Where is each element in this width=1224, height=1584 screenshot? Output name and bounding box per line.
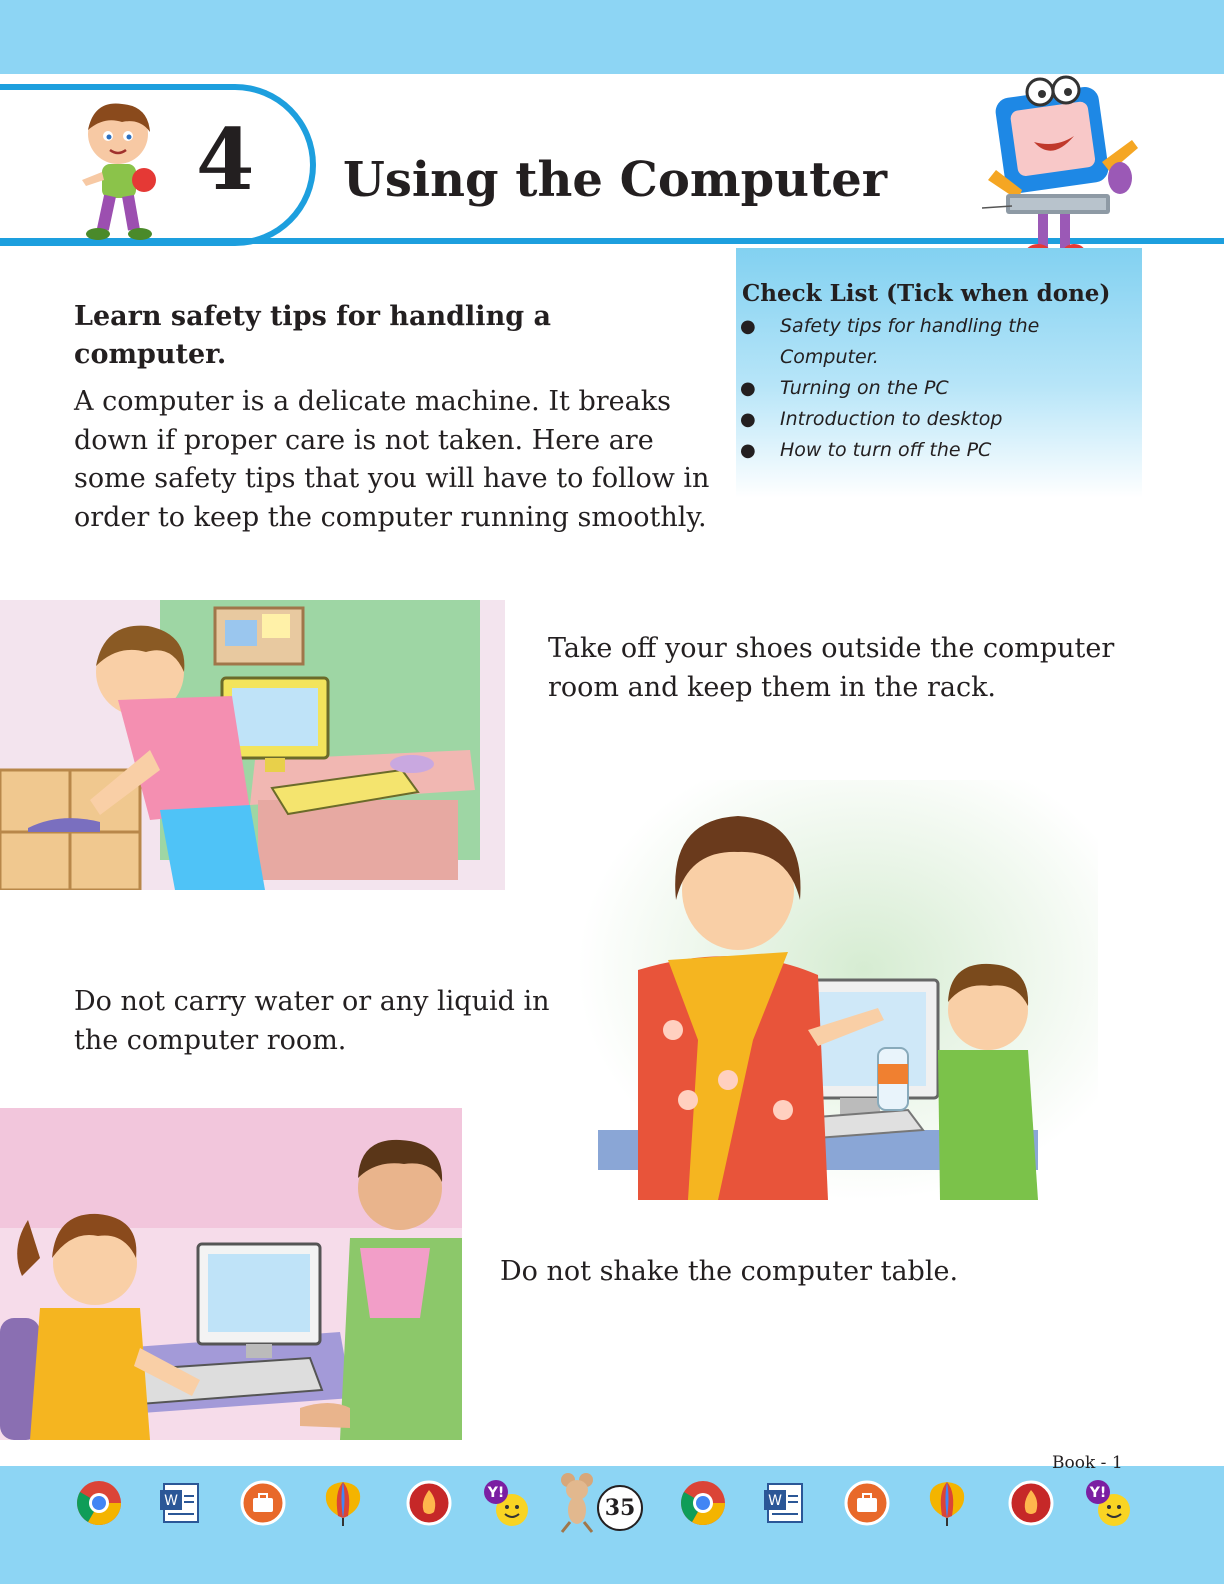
section-heading: Learn safety tips for handling a computer. <box>74 301 551 370</box>
word-icon <box>156 1478 206 1528</box>
briefcase-icon <box>842 1478 892 1528</box>
svg-text:W: W <box>768 1493 782 1509</box>
fire-icon <box>404 1478 454 1528</box>
tip-water: Do not carry water or any liquid in the computer room. <box>74 986 550 1056</box>
svg-text:Y!: Y! <box>487 1485 505 1501</box>
balloon-icon <box>318 1478 368 1528</box>
water-bottle-illustration <box>578 780 1098 1200</box>
top-band <box>0 0 1224 74</box>
chrome-icon <box>678 1478 728 1528</box>
shoes-rack-illustration <box>0 600 505 890</box>
svg-text:Y!: Y! <box>1089 1485 1107 1501</box>
tip-table: Do not shake the computer table. <box>500 1256 959 1287</box>
chapter-number: 4 <box>196 110 255 209</box>
fire-icon <box>1006 1478 1056 1528</box>
chrome-icon <box>74 1478 124 1528</box>
svg-text:W: W <box>164 1493 178 1509</box>
checklist-item: ● How to turn off the PC <box>740 435 1140 466</box>
checklist-title: Check List (Tick when done) <box>742 280 1111 307</box>
checklist-item: ● Turning on the PC <box>740 373 1140 404</box>
boy-mascot-illustration <box>74 100 166 245</box>
tip-shoes: Take off your shoes outside the computer room and keep them in the rack. <box>548 633 1115 703</box>
page-number: 35 <box>597 1485 643 1531</box>
balloon-icon <box>922 1478 972 1528</box>
mouse-mascot-icon <box>552 1470 600 1534</box>
word-icon <box>760 1478 810 1528</box>
briefcase-icon <box>238 1478 288 1528</box>
yahoo-icon <box>482 1478 532 1528</box>
computer-table-illustration <box>0 1108 462 1440</box>
book-label: Book - 1 <box>1052 1453 1123 1473</box>
chapter-title: Using the Computer <box>343 152 888 208</box>
checklist-item: ● Introduction to desktop <box>740 404 1140 435</box>
checklist-item: ● Safety tips for handling the Computer. <box>740 311 1140 373</box>
checklist-items <box>740 311 1140 466</box>
intro-paragraph: A computer is a delicate machine. It breaks down if proper care is not taken. Here are some safety tips that you will have to follow in order to keep the computer running smoothly. <box>74 386 710 533</box>
yahoo-icon <box>1084 1478 1134 1528</box>
